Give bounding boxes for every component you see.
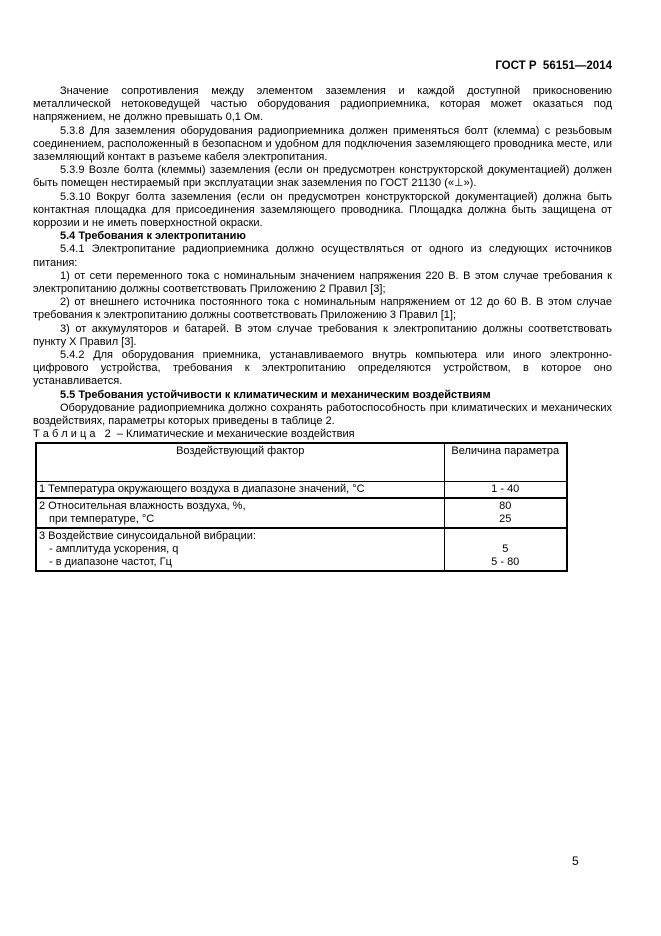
cell-line: 25 [499, 513, 512, 526]
cell-line: - в диапазоне частот, Гц [49, 556, 172, 569]
cell-line [447, 530, 565, 543]
cell-line: 80 [499, 500, 512, 513]
factor-cell [36, 498, 444, 528]
standard-number-header: ГОСТ Р 56151—2014 [495, 60, 612, 72]
cell-line: - амплитуда ускорения, q [49, 543, 179, 556]
paragraph: 5.3.9 Возле болта (клеммы) заземления (если он предусмотрен конструкторской документацией) должен быть помещен нестираемый при эксплуатации знак заземления по ГОСТ 21130 («⊥»). [33, 164, 612, 190]
paragraph: 5.3.10 Вокруг болта заземления (если он предусмотрен конструкторской документацией) должна быть контактная площадка для присоединения заземляющего проводника. Площадка должна быть защищена от коррозии и не иметь поверхностной окраски. [33, 190, 612, 230]
paragraph: Значение сопротивления между элементом заземления и каждой доступной прикосновению металлической нетоковедущей частью оборудования радиоприемника, которая может оказаться под напряжением, не должно превышать 0,1 Ом. [33, 85, 612, 124]
cell-line: при температуре, °С [49, 513, 155, 526]
cell-line: 1 - 40 [491, 483, 520, 496]
section-heading: 5.4 Требования к электропитанию [60, 230, 246, 243]
table-row [36, 528, 567, 571]
paragraph: 5.4.2 Для оборудования приемника, устанавливаемого внутрь компьютера или иного электронно-цифрового устройства, требования к электропитанию определяются устройством, в которое оно устанавливается. [33, 349, 612, 388]
paragraph: 5.4.1 Электропитание радиоприемника должно осуществляться от одного из следующих источников питания: [33, 243, 612, 269]
table-row [36, 498, 567, 528]
paragraph: 1) от сети переменного тока с номинальным значением напряжения 220 В. В этом случае требования к электропитанию должны соответствовать Приложению 2 Правил [3]; [33, 269, 612, 296]
value-cell [444, 528, 567, 571]
factor-cell [36, 528, 444, 571]
table-row [36, 482, 567, 499]
cell-line: 5 [502, 543, 509, 556]
cell-line: 2 Относительная влажность воздуха, %, [39, 500, 246, 513]
page-number: 5 [572, 854, 579, 868]
cell-line: 5 - 80 [491, 556, 520, 569]
paragraph: Оборудование радиоприемника должно сохранять работоспособность при климатических и механических воздействиях, параметры которых приведены в таблице 2. [33, 401, 612, 428]
value-cell [444, 482, 567, 499]
document-body [33, 85, 612, 572]
paragraph: 2) от внешнего источника постоянного тока с номинальным напряжением от 12 до 60 В. В этом случае требования к электропитанию должны соответствовать Приложению 3 Правил [1]; [33, 296, 612, 322]
table-caption: Т а б л и ц а 2 – Климатические и механические воздействия [33, 428, 355, 441]
value-cell [444, 498, 567, 528]
cell-line: 3 Воздействие синусоидальной вибрации: [39, 530, 256, 543]
table-header-row [36, 443, 567, 482]
cell-line: 1 Температура окружающего воздуха в диапазоне значений, °С [39, 483, 365, 496]
paragraph: 3) от аккумуляторов и батарей. В этом случае требования к электропитанию должны соответствовать пункту X Правил [3]. [33, 322, 612, 348]
section-heading: 5.5 Требования устойчивости к климатическим и механическим воздействиям [60, 388, 491, 401]
body-paragraphs [33, 85, 612, 428]
factor-cell [36, 482, 444, 499]
climate-impacts-table [35, 442, 568, 572]
column-header-factor: Воздействующий фактор [36, 443, 444, 482]
paragraph: 5.3.8 Для заземления оборудования радиоприемника должен применяться болт (клемма) с резьбовым соединением, расположенный в безопасном и удобном для подключения заземляющего проводника месте, или заземляющий контакт в разъеме кабеля электропитания. [33, 124, 612, 164]
column-header-value: Величина параметра [444, 443, 567, 482]
